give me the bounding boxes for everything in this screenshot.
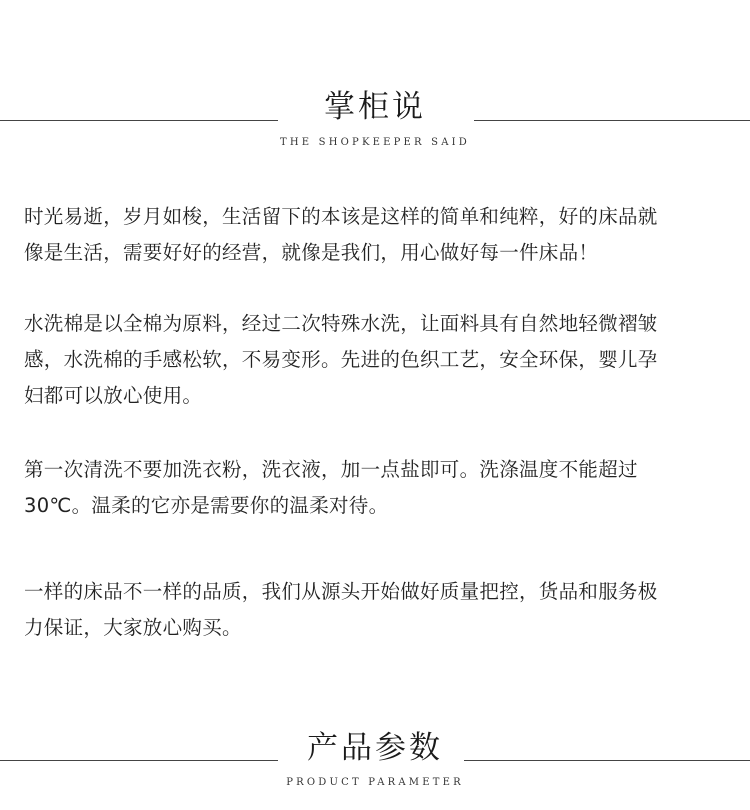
paragraph-line: 像是生活，需要好好的经营，就像是我们，用心做好每一件床品！ — [24, 241, 599, 264]
paragraph-washing — [24, 452, 736, 524]
section-title-shopkeeper: 掌柜说 — [324, 89, 426, 125]
paragraph-line: 第一次清洗不要加洗衣粉，洗衣液，加一点盐即可。洗涤温度不能超过 — [24, 458, 638, 481]
paragraph-line: 感，水洗棉的手感松软，不易变形。先进的色织工艺，安全环保，婴儿孕 — [24, 348, 658, 371]
paragraph-line: 时光易逝，岁月如梭，生活留下的本该是这样的简单和纯粹，好的床品就 — [24, 205, 658, 228]
paragraph-line: 妇都可以放心使用。 — [24, 384, 203, 407]
section-title-parameters: 产品参数 — [307, 730, 443, 766]
paragraph-line: 水洗棉是以全棉为原料，经过二次特殊水洗，让面料具有自然地轻微褶皱 — [24, 312, 658, 335]
paragraph-line: 30℃。温柔的它亦是需要你的温柔对待。 — [24, 494, 389, 517]
section-subtitle-shopkeeper: THE SHOPKEEPER SAID — [279, 137, 470, 148]
paragraph-line: 力保证，大家放心购买。 — [24, 616, 242, 639]
section-subtitle-parameters: PRODUCT PARAMETER — [286, 777, 464, 788]
paragraph-line: 一样的床品不一样的品质，我们从源头开始做好质量把控，货品和服务极 — [24, 580, 658, 603]
paragraph-quality — [24, 574, 736, 646]
paragraph-intro — [24, 199, 736, 271]
paragraph-fabric — [24, 306, 736, 414]
